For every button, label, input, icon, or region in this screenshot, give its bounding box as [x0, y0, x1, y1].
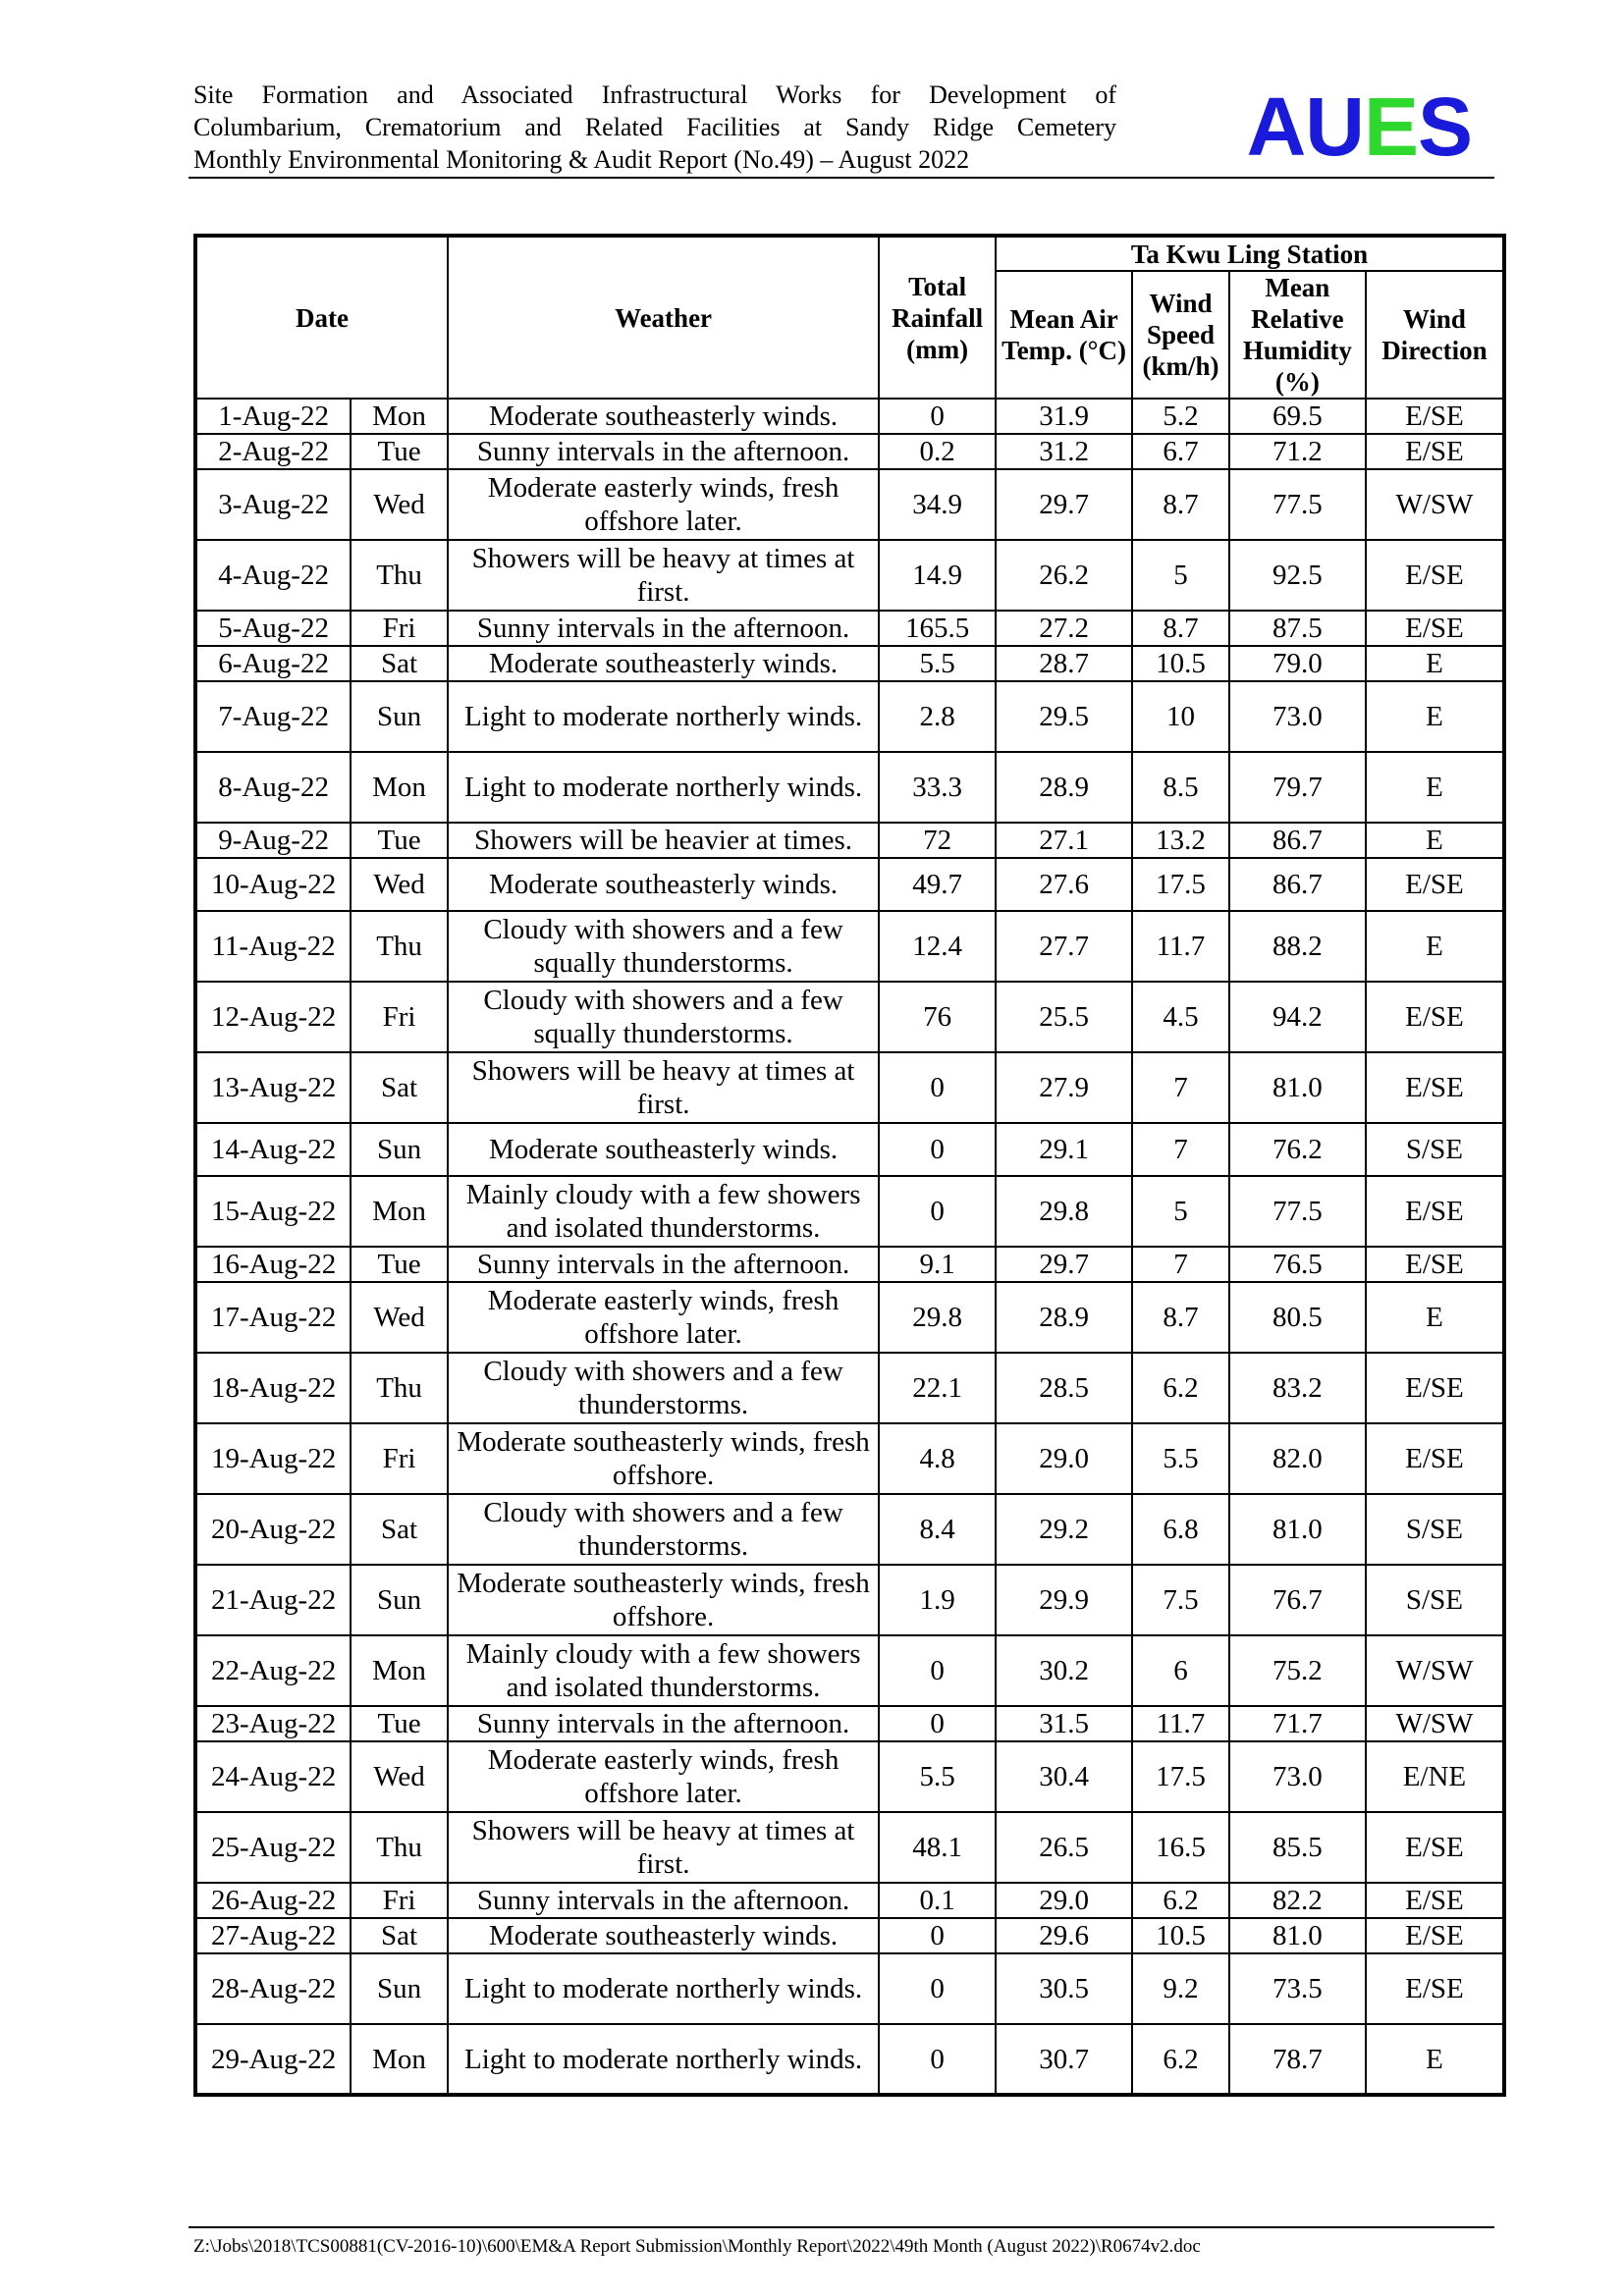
wind-direction-cell: E: [1366, 681, 1504, 752]
temp-cell: 29.5: [996, 681, 1132, 752]
weather-cell: Sunny intervals in the afternoon.: [448, 434, 879, 469]
header-line-3: Monthly Environmental Monitoring & Audit Report (No.49) – August 2022: [193, 145, 970, 174]
wind-direction-cell: E/SE: [1366, 1883, 1504, 1918]
table-row: [195, 1706, 1504, 1741]
table-row: [195, 611, 1504, 646]
table-row: [195, 823, 1504, 858]
rainfall-cell: 34.9: [879, 469, 996, 540]
humidity-cell: 82.2: [1229, 1883, 1366, 1918]
temp-cell: 29.7: [996, 469, 1132, 540]
wind-speed-cell: 5: [1132, 540, 1229, 611]
date-cell: 5-Aug-22: [195, 611, 351, 646]
wind-direction-cell: E: [1366, 911, 1504, 982]
table-row: [195, 540, 1504, 611]
humidity-cell: 73.0: [1229, 681, 1366, 752]
wind-speed-cell: 6.2: [1132, 1353, 1229, 1423]
rainfall-cell: 1.9: [879, 1565, 996, 1635]
wind-speed-cell: 8.7: [1132, 469, 1229, 540]
humidity-cell: 77.5: [1229, 469, 1366, 540]
day-cell: Sun: [351, 1565, 448, 1635]
temp-cell: 29.0: [996, 1423, 1132, 1494]
weather-rows: [195, 399, 1504, 2095]
day-cell: Sun: [351, 1123, 448, 1176]
temp-cell: 29.8: [996, 1176, 1132, 1247]
table-row: [195, 982, 1504, 1052]
wind-speed-cell: 4.5: [1132, 982, 1229, 1052]
weather-cell: Sunny intervals in the afternoon.: [448, 1706, 879, 1741]
humidity-cell: 86.7: [1229, 823, 1366, 858]
wind-speed-cell: 8.7: [1132, 1282, 1229, 1353]
rainfall-cell: 4.8: [879, 1423, 996, 1494]
weather-cell: Moderate southeasterly winds.: [448, 858, 879, 911]
humidity-cell: 71.7: [1229, 1706, 1366, 1741]
date-cell: 15-Aug-22: [195, 1176, 351, 1247]
wind-speed-cell: 7: [1132, 1052, 1229, 1123]
rainfall-cell: 165.5: [879, 611, 996, 646]
humidity-cell: 88.2: [1229, 911, 1366, 982]
day-cell: Fri: [351, 611, 448, 646]
wind-direction-cell: S/SE: [1366, 1494, 1504, 1565]
weather-cell: Sunny intervals in the afternoon.: [448, 1247, 879, 1282]
weather-cell: Moderate southeasterly winds.: [448, 1123, 879, 1176]
weather-cell: Mainly cloudy with a few showers and isolated thunderstorms.: [448, 1635, 879, 1706]
wind-direction-cell: E/SE: [1366, 1918, 1504, 1953]
date-cell: 9-Aug-22: [195, 823, 351, 858]
rainfall-cell: 14.9: [879, 540, 996, 611]
temp-cell: 29.7: [996, 1247, 1132, 1282]
weather-cell: Moderate southeasterly winds, fresh offshore.: [448, 1423, 879, 1494]
rainfall-cell: 0.2: [879, 434, 996, 469]
date-cell: 19-Aug-22: [195, 1423, 351, 1494]
weather-cell: Showers will be heavier at times.: [448, 823, 879, 858]
weather-cell: Showers will be heavy at times at first.: [448, 1812, 879, 1883]
temp-cell: 27.1: [996, 823, 1132, 858]
temp-cell: 31.5: [996, 1706, 1132, 1741]
temp-cell: 29.9: [996, 1565, 1132, 1635]
table-row: [195, 1353, 1504, 1423]
date-cell: 1-Aug-22: [195, 399, 351, 434]
header-wind-speed: Wind Speed (km/h): [1132, 271, 1229, 399]
rainfall-cell: 5.5: [879, 646, 996, 681]
day-cell: Sat: [351, 1918, 448, 1953]
weather-cell: Showers will be heavy at times at first.: [448, 1052, 879, 1123]
date-cell: 27-Aug-22: [195, 1918, 351, 1953]
temp-cell: 30.7: [996, 2024, 1132, 2095]
humidity-cell: 71.2: [1229, 434, 1366, 469]
temp-cell: 28.5: [996, 1353, 1132, 1423]
table-row: [195, 2024, 1504, 2095]
weather-cell: Cloudy with showers and a few squally thunderstorms.: [448, 911, 879, 982]
humidity-cell: 76.5: [1229, 1247, 1366, 1282]
rainfall-cell: 22.1: [879, 1353, 996, 1423]
table-row: [195, 1282, 1504, 1353]
weather-cell: Moderate easterly winds, fresh offshore later.: [448, 1282, 879, 1353]
rainfall-cell: 12.4: [879, 911, 996, 982]
weather-cell: Cloudy with showers and a few thunderstorms.: [448, 1494, 879, 1565]
table-row: [195, 1635, 1504, 1706]
wind-speed-cell: 17.5: [1132, 858, 1229, 911]
rainfall-cell: 49.7: [879, 858, 996, 911]
temp-cell: 27.2: [996, 611, 1132, 646]
temp-cell: 29.2: [996, 1494, 1132, 1565]
humidity-cell: 75.2: [1229, 1635, 1366, 1706]
rainfall-cell: 29.8: [879, 1282, 996, 1353]
weather-cell: Light to moderate northerly winds.: [448, 2024, 879, 2095]
humidity-cell: 81.0: [1229, 1918, 1366, 1953]
temp-cell: 31.2: [996, 434, 1132, 469]
rainfall-cell: 0: [879, 1176, 996, 1247]
header-wind-direction: Wind Direction: [1366, 271, 1504, 399]
rainfall-cell: 0: [879, 1953, 996, 2024]
humidity-cell: 86.7: [1229, 858, 1366, 911]
wind-direction-cell: E/SE: [1366, 1953, 1504, 2024]
weather-cell: Moderate southeasterly winds.: [448, 646, 879, 681]
wind-speed-cell: 9.2: [1132, 1953, 1229, 2024]
humidity-cell: 81.0: [1229, 1052, 1366, 1123]
header-humidity: Mean Relative Humidity (%): [1229, 271, 1366, 399]
wind-direction-cell: E/SE: [1366, 1812, 1504, 1883]
wind-direction-cell: S/SE: [1366, 1565, 1504, 1635]
temp-cell: 28.9: [996, 752, 1132, 823]
header-line-2: Columbarium, Crematorium and Related Facilities at Sandy Ridge Cemetery: [193, 113, 1116, 141]
date-cell: 28-Aug-22: [195, 1953, 351, 2024]
date-cell: 23-Aug-22: [195, 1706, 351, 1741]
header-station: Ta Kwu Ling Station: [996, 236, 1504, 271]
weather-cell: Mainly cloudy with a few showers and isolated thunderstorms.: [448, 1176, 879, 1247]
wind-direction-cell: E/SE: [1366, 540, 1504, 611]
weather-cell: Moderate southeasterly winds.: [448, 399, 879, 434]
temp-cell: 30.2: [996, 1635, 1132, 1706]
rainfall-cell: 0: [879, 1052, 996, 1123]
day-cell: Tue: [351, 823, 448, 858]
day-cell: Wed: [351, 1282, 448, 1353]
table-row: [195, 1123, 1504, 1176]
wind-speed-cell: 6.7: [1132, 434, 1229, 469]
header-weather: Weather: [448, 236, 879, 399]
date-cell: 13-Aug-22: [195, 1052, 351, 1123]
day-cell: Mon: [351, 399, 448, 434]
footer-divider: [189, 2226, 1494, 2228]
humidity-cell: 69.5: [1229, 399, 1366, 434]
temp-cell: 26.5: [996, 1812, 1132, 1883]
wind-speed-cell: 8.7: [1132, 611, 1229, 646]
date-cell: 21-Aug-22: [195, 1565, 351, 1635]
date-cell: 25-Aug-22: [195, 1812, 351, 1883]
table-row: [195, 1953, 1504, 2024]
humidity-cell: 76.2: [1229, 1123, 1366, 1176]
humidity-cell: 92.5: [1229, 540, 1366, 611]
date-cell: 26-Aug-22: [195, 1883, 351, 1918]
date-cell: 17-Aug-22: [195, 1282, 351, 1353]
temp-cell: 28.9: [996, 1282, 1132, 1353]
table-row: [195, 1423, 1504, 1494]
humidity-cell: 87.5: [1229, 611, 1366, 646]
temp-cell: 29.6: [996, 1918, 1132, 1953]
humidity-cell: 85.5: [1229, 1812, 1366, 1883]
humidity-cell: 77.5: [1229, 1176, 1366, 1247]
wind-speed-cell: 17.5: [1132, 1741, 1229, 1812]
report-header: [193, 79, 1487, 177]
rainfall-cell: 0: [879, 1918, 996, 1953]
humidity-cell: 83.2: [1229, 1353, 1366, 1423]
temp-cell: 30.5: [996, 1953, 1132, 2024]
humidity-cell: 76.7: [1229, 1565, 1366, 1635]
date-cell: 22-Aug-22: [195, 1635, 351, 1706]
rainfall-cell: 0: [879, 399, 996, 434]
day-cell: Sat: [351, 1494, 448, 1565]
table-row: [195, 1247, 1504, 1282]
wind-speed-cell: 5: [1132, 1176, 1229, 1247]
day-cell: Mon: [351, 1176, 448, 1247]
day-cell: Tue: [351, 1706, 448, 1741]
temp-cell: 30.4: [996, 1741, 1132, 1812]
humidity-cell: 82.0: [1229, 1423, 1366, 1494]
wind-direction-cell: E/SE: [1366, 1052, 1504, 1123]
wind-direction-cell: E/SE: [1366, 1423, 1504, 1494]
date-cell: 29-Aug-22: [195, 2024, 351, 2095]
humidity-cell: 81.0: [1229, 1494, 1366, 1565]
weather-cell: Moderate easterly winds, fresh offshore later.: [448, 1741, 879, 1812]
weather-cell: Sunny intervals in the afternoon.: [448, 611, 879, 646]
wind-direction-cell: E/SE: [1366, 434, 1504, 469]
weather-cell: Light to moderate northerly winds.: [448, 752, 879, 823]
weather-cell: Moderate southeasterly winds, fresh offshore.: [448, 1565, 879, 1635]
day-cell: Sun: [351, 681, 448, 752]
date-cell: 2-Aug-22: [195, 434, 351, 469]
table-row: [195, 1918, 1504, 1953]
header-line-1: Site Formation and Associated Infrastructural Works for Development of: [193, 80, 1116, 109]
weather-cell: Cloudy with showers and a few thunderstorms.: [448, 1353, 879, 1423]
wind-speed-cell: 10: [1132, 681, 1229, 752]
humidity-cell: 73.5: [1229, 1953, 1366, 2024]
temp-cell: 28.7: [996, 646, 1132, 681]
temp-cell: 31.9: [996, 399, 1132, 434]
date-cell: 11-Aug-22: [195, 911, 351, 982]
humidity-cell: 79.7: [1229, 752, 1366, 823]
report-title-block: [193, 79, 1116, 176]
table-row: [195, 681, 1504, 752]
date-cell: 7-Aug-22: [195, 681, 351, 752]
rainfall-cell: 5.5: [879, 1741, 996, 1812]
wind-speed-cell: 10.5: [1132, 1918, 1229, 1953]
humidity-cell: 94.2: [1229, 982, 1366, 1052]
day-cell: Fri: [351, 982, 448, 1052]
humidity-cell: 78.7: [1229, 2024, 1366, 2095]
day-cell: Thu: [351, 1353, 448, 1423]
table-row: [195, 1883, 1504, 1918]
wind-direction-cell: E: [1366, 823, 1504, 858]
date-cell: 20-Aug-22: [195, 1494, 351, 1565]
wind-direction-cell: E: [1366, 752, 1504, 823]
day-cell: Fri: [351, 1883, 448, 1918]
table-row: [195, 1741, 1504, 1812]
day-cell: Fri: [351, 1423, 448, 1494]
wind-direction-cell: E/SE: [1366, 1176, 1504, 1247]
date-cell: 16-Aug-22: [195, 1247, 351, 1282]
date-cell: 4-Aug-22: [195, 540, 351, 611]
wind-direction-cell: E/SE: [1366, 399, 1504, 434]
weather-cell: Moderate easterly winds, fresh offshore later.: [448, 469, 879, 540]
humidity-cell: 79.0: [1229, 646, 1366, 681]
rainfall-cell: 48.1: [879, 1812, 996, 1883]
weather-cell: Moderate southeasterly winds.: [448, 1918, 879, 1953]
wind-speed-cell: 6: [1132, 1635, 1229, 1706]
wind-direction-cell: E/SE: [1366, 1353, 1504, 1423]
table-row: [195, 1494, 1504, 1565]
day-cell: Thu: [351, 540, 448, 611]
wind-direction-cell: E: [1366, 2024, 1504, 2095]
table-row: [195, 858, 1504, 911]
day-cell: Sun: [351, 1953, 448, 2024]
date-cell: 12-Aug-22: [195, 982, 351, 1052]
wind-direction-cell: W/SW: [1366, 1706, 1504, 1741]
wind-speed-cell: 6.2: [1132, 1883, 1229, 1918]
humidity-cell: 73.0: [1229, 1741, 1366, 1812]
date-cell: 18-Aug-22: [195, 1353, 351, 1423]
wind-direction-cell: E: [1366, 1282, 1504, 1353]
wind-direction-cell: E/SE: [1366, 1247, 1504, 1282]
day-cell: Sat: [351, 1052, 448, 1123]
wind-direction-cell: E/SE: [1366, 611, 1504, 646]
day-cell: Wed: [351, 469, 448, 540]
rainfall-cell: 8.4: [879, 1494, 996, 1565]
date-cell: 14-Aug-22: [195, 1123, 351, 1176]
header-rainfall: Total Rainfall (mm): [879, 236, 996, 399]
wind-direction-cell: S/SE: [1366, 1123, 1504, 1176]
table-row: [195, 752, 1504, 823]
rainfall-cell: 0: [879, 2024, 996, 2095]
header-temp: Mean Air Temp. (°C): [996, 271, 1132, 399]
wind-direction-cell: E: [1366, 646, 1504, 681]
wind-speed-cell: 5.5: [1132, 1423, 1229, 1494]
temp-cell: 27.9: [996, 1052, 1132, 1123]
day-cell: Mon: [351, 752, 448, 823]
day-cell: Wed: [351, 1741, 448, 1812]
wind-speed-cell: 7: [1132, 1123, 1229, 1176]
header-divider: [189, 177, 1494, 179]
date-cell: 24-Aug-22: [195, 1741, 351, 1812]
day-cell: Thu: [351, 1812, 448, 1883]
aues-logo: AUES: [1246, 80, 1472, 173]
wind-direction-cell: W/SW: [1366, 1635, 1504, 1706]
wind-speed-cell: 8.5: [1132, 752, 1229, 823]
temp-cell: 29.1: [996, 1123, 1132, 1176]
weather-cell: Showers will be heavy at times at first.: [448, 540, 879, 611]
day-cell: Tue: [351, 1247, 448, 1282]
rainfall-cell: 0: [879, 1123, 996, 1176]
temp-cell: 26.2: [996, 540, 1132, 611]
table-row: [195, 469, 1504, 540]
table-row: [195, 1052, 1504, 1123]
rainfall-cell: 33.3: [879, 752, 996, 823]
wind-speed-cell: 7: [1132, 1247, 1229, 1282]
wind-direction-cell: W/SW: [1366, 469, 1504, 540]
day-cell: Wed: [351, 858, 448, 911]
wind-speed-cell: 11.7: [1132, 911, 1229, 982]
temp-cell: 29.0: [996, 1883, 1132, 1918]
date-cell: 10-Aug-22: [195, 858, 351, 911]
date-cell: 8-Aug-22: [195, 752, 351, 823]
temp-cell: 27.7: [996, 911, 1132, 982]
weather-cell: Light to moderate northerly winds.: [448, 1953, 879, 2024]
rainfall-cell: 76: [879, 982, 996, 1052]
table-row: [195, 434, 1504, 469]
wind-speed-cell: 16.5: [1132, 1812, 1229, 1883]
day-cell: Mon: [351, 2024, 448, 2095]
weather-cell: Light to moderate northerly winds.: [448, 681, 879, 752]
rainfall-cell: 72: [879, 823, 996, 858]
day-cell: Tue: [351, 434, 448, 469]
day-cell: Thu: [351, 911, 448, 982]
wind-speed-cell: 5.2: [1132, 399, 1229, 434]
weather-cell: Cloudy with showers and a few squally thunderstorms.: [448, 982, 879, 1052]
table-row: [195, 1176, 1504, 1247]
day-cell: Sat: [351, 646, 448, 681]
weather-table: [193, 234, 1506, 2097]
wind-direction-cell: E/SE: [1366, 858, 1504, 911]
rainfall-cell: 0.1: [879, 1883, 996, 1918]
temp-cell: 25.5: [996, 982, 1132, 1052]
wind-speed-cell: 11.7: [1132, 1706, 1229, 1741]
wind-speed-cell: 6.8: [1132, 1494, 1229, 1565]
weather-cell: Sunny intervals in the afternoon.: [448, 1883, 879, 1918]
table-row: [195, 911, 1504, 982]
rainfall-cell: 0: [879, 1706, 996, 1741]
rainfall-cell: 0: [879, 1635, 996, 1706]
humidity-cell: 80.5: [1229, 1282, 1366, 1353]
table-row: [195, 1565, 1504, 1635]
date-cell: 3-Aug-22: [195, 469, 351, 540]
wind-speed-cell: 7.5: [1132, 1565, 1229, 1635]
date-cell: 6-Aug-22: [195, 646, 351, 681]
table-row: [195, 1812, 1504, 1883]
header-date: Date: [195, 236, 448, 399]
footer-file-path: Z:\Jobs\2018\TCS00881(CV-2016-10)\600\EM&A Report Submission\Monthly Report\2022\49th Month (August 2022)\R0674v2.doc: [193, 2236, 1201, 2257]
table-row: [195, 646, 1504, 681]
day-cell: Mon: [351, 1635, 448, 1706]
wind-speed-cell: 6.2: [1132, 2024, 1229, 2095]
wind-direction-cell: E/SE: [1366, 982, 1504, 1052]
temp-cell: 27.6: [996, 858, 1132, 911]
wind-speed-cell: 10.5: [1132, 646, 1229, 681]
wind-speed-cell: 13.2: [1132, 823, 1229, 858]
wind-direction-cell: E/NE: [1366, 1741, 1504, 1812]
rainfall-cell: 2.8: [879, 681, 996, 752]
table-row: [195, 399, 1504, 434]
rainfall-cell: 9.1: [879, 1247, 996, 1282]
